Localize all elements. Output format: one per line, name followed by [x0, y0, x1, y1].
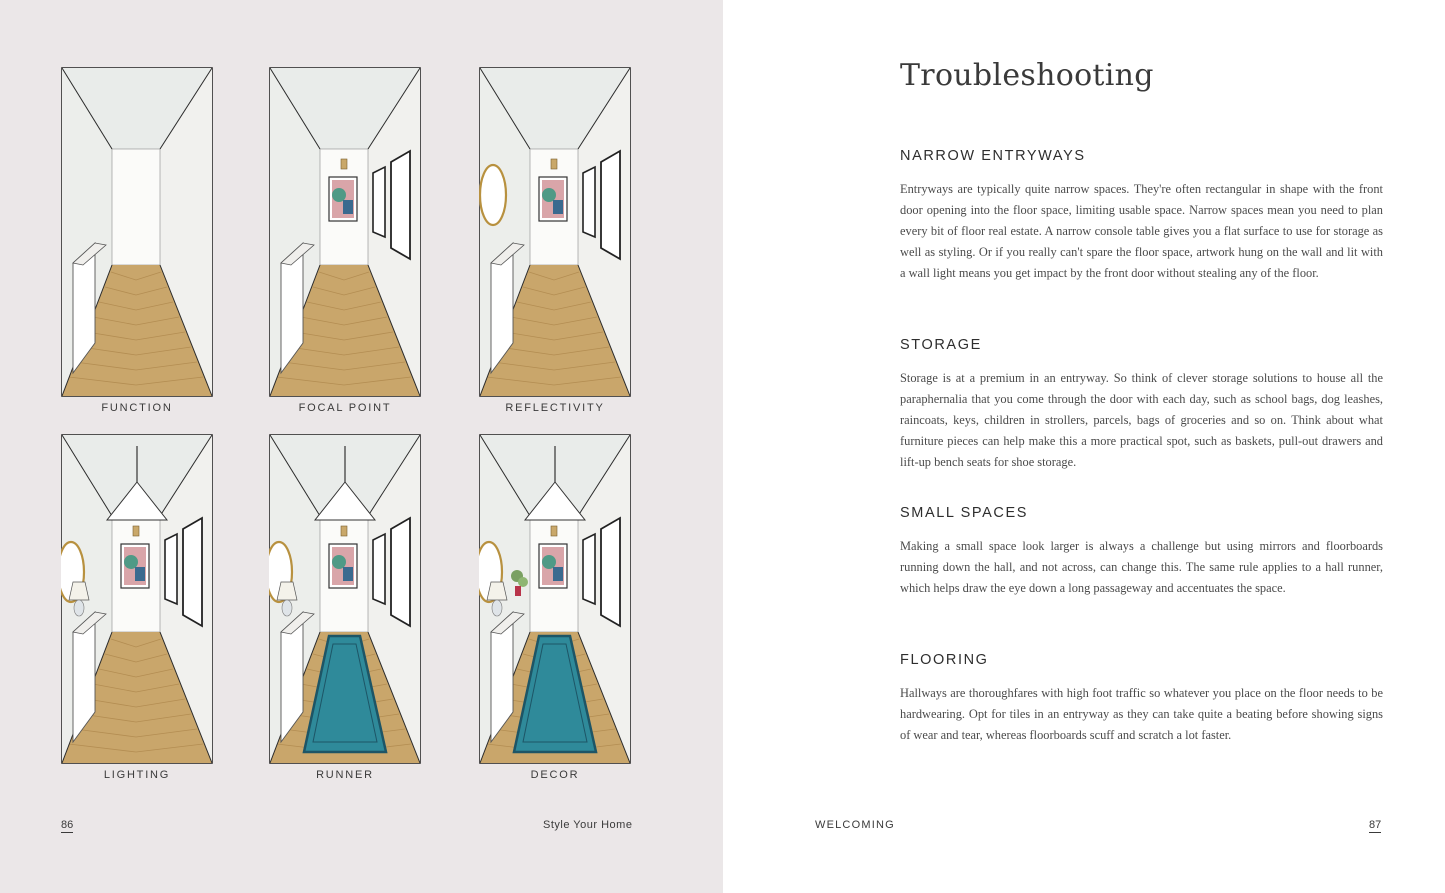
wall-sconce	[551, 159, 557, 169]
artwork-shape	[135, 567, 145, 581]
page-number-left: 86	[61, 819, 74, 831]
artwork-shape	[553, 200, 563, 214]
lamp-base	[492, 600, 502, 616]
panel-caption: LIGHTING	[103, 769, 171, 781]
side-frame	[391, 151, 410, 259]
side-frame	[583, 167, 595, 237]
plant-vase	[515, 586, 521, 596]
lamp-base	[74, 600, 84, 616]
section-body: Storage is at a premium in an entryway. So think of clever storage solutions to house all the paraphernalia that you come through the door with each day, such as school bags, dog leashes, raincoats, keys, children in strollers, parcels, bags of groceries and so on. Think about what furniture pieces can help make this a more practical spot, such as baskets, pull-out drawers and lift-up bench seats for shoe storage.	[900, 371, 1383, 469]
lamp-base	[282, 600, 292, 616]
wall-sconce	[133, 526, 139, 536]
artwork-shape	[553, 567, 563, 581]
artwork-shape	[332, 555, 346, 569]
section-flooring	[900, 652, 1383, 746]
panel-caption: FOCAL POINT	[298, 402, 392, 414]
section-heading: NARROW ENTRYWAYS	[900, 148, 1086, 164]
section-storage	[900, 337, 1383, 473]
wall-sconce	[341, 159, 347, 169]
panel-caption: FUNCTION	[101, 402, 173, 414]
book-title: Style Your Home	[543, 819, 633, 831]
side-frame	[583, 534, 595, 604]
side-frame	[391, 518, 410, 626]
panel-caption: RUNNER	[316, 769, 374, 781]
section-body: Making a small space look larger is always a challenge but using mirrors and floorboards running down the hall, and not across, can change this. The same rule applies to a hall runner, which helps draw the eye down a long passageway and accentuates the space.	[900, 539, 1383, 595]
section-narrow-entryways	[900, 148, 1383, 284]
section-heading: STORAGE	[900, 337, 982, 353]
side-frame	[165, 534, 177, 604]
illustration-function	[61, 67, 213, 414]
artwork-shape	[542, 188, 556, 202]
artwork-shape	[124, 555, 138, 569]
wall-sconce	[341, 526, 347, 536]
side-frame	[373, 167, 385, 237]
artwork-shape	[343, 200, 353, 214]
artwork-shape	[542, 555, 556, 569]
back-wall	[112, 149, 160, 265]
side-frame	[183, 518, 202, 626]
illustration-decor	[479, 434, 631, 781]
round-mirror	[480, 165, 506, 225]
illustration-lighting	[61, 434, 213, 781]
panel-caption: REFLECTIVITY	[505, 402, 605, 414]
side-frame	[373, 534, 385, 604]
illustration-focal-point	[269, 67, 421, 414]
section-small-spaces	[900, 505, 1383, 599]
plant-leaves	[518, 577, 528, 587]
page-heading: Troubleshooting	[900, 58, 1154, 93]
side-frame	[601, 151, 620, 259]
section-heading: SMALL SPACES	[900, 505, 1028, 521]
artwork-shape	[332, 188, 346, 202]
section-heading: FLOORING	[900, 652, 989, 668]
page-number-right: 87	[1369, 819, 1382, 831]
wall-sconce	[551, 526, 557, 536]
section-body: Hallways are thoroughfares with high foot traffic so whatever you place on the floor needs to be hardwearing. Opt for tiles in an entryway as they can take quite a beating before showing signs of wear and tear, whereas floorboards scuff and scratch a lot faster.	[900, 686, 1383, 742]
artwork-shape	[343, 567, 353, 581]
illustration-reflectivity	[479, 67, 631, 414]
section-body: Entryways are typically quite narrow spaces. They're often rectangular in shape with the front door opening into the floor space, limiting usable space. Narrow spaces mean you need to plan every bit of floor real estate. A narrow console table gives you a flat surface to use for storage as well as styling. Or if you really can't spare the floor space, artwork hung on the wall and lit with a wall light means you get impact by the front door without stealing any of the floor.	[900, 182, 1383, 280]
illustration-runner	[269, 434, 421, 781]
side-frame	[601, 518, 620, 626]
section-label: WELCOMING	[815, 819, 895, 831]
panel-caption: DECOR	[530, 769, 580, 781]
